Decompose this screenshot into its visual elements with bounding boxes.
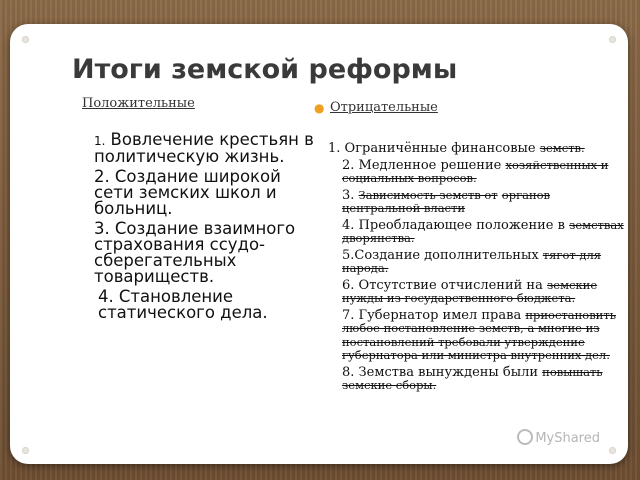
list-item — [328, 309, 624, 363]
positive-header: Положительные — [82, 96, 195, 111]
item-rest: повышать земские сборы. — [342, 364, 603, 392]
item-lead: Преобладающее положение в — [358, 217, 565, 233]
item-text: Создание взаимного страхования ссудо-сберегательных товариществ. — [94, 219, 296, 286]
corner-dot-icon — [609, 36, 616, 43]
list-item — [328, 279, 624, 306]
watermark — [517, 429, 600, 446]
corner-dot-icon — [22, 36, 29, 43]
item-text: Становление статического дела. — [98, 287, 268, 322]
item-number: 7. — [342, 307, 355, 323]
slide-title: Итоги земской реформы — [72, 54, 458, 85]
list-item — [328, 189, 624, 216]
item-lead: Отсутствие отчислений на — [358, 277, 543, 293]
item-number: 1. — [94, 134, 106, 148]
item-number: 3. — [342, 187, 355, 203]
item-rest: приостановить любое постановление земств, а многие из постановлений требовали утверждение губернатора или министра внутренних дел. — [342, 307, 616, 362]
item-number: 1. — [328, 141, 341, 156]
item-lead: Медленное решение — [358, 157, 502, 173]
list-item — [328, 142, 624, 156]
list-item — [328, 159, 624, 186]
item-lead: Губернатор имел права — [358, 307, 522, 323]
list-item — [82, 221, 322, 285]
corner-dot-icon — [609, 447, 616, 454]
item-lead: Зависимость земств от — [358, 187, 498, 202]
slide-canvas — [10, 24, 628, 464]
item-lead: Ограничённые финансовые — [344, 141, 536, 156]
corner-dot-icon — [22, 447, 29, 454]
watermark-text: MyShared — [535, 431, 600, 446]
item-number: 4. — [342, 217, 355, 233]
list-item — [328, 366, 624, 393]
list-item — [82, 132, 322, 165]
list-item — [328, 249, 624, 276]
list-item — [82, 289, 322, 321]
item-text: Вовлечение крестьян в политическую жизнь. — [94, 130, 314, 166]
item-rest: земские нужды из государственного бюджета. — [342, 277, 598, 305]
item-rest: органов центральной власти — [342, 187, 551, 215]
negative-header: Отрицательные — [330, 100, 438, 115]
myshared-logo-icon — [517, 429, 533, 445]
item-rest: хозяйственных и социальных вопросов. — [342, 157, 609, 185]
item-lead: Создание дополнительных — [354, 247, 539, 263]
item-number: 3. — [94, 219, 110, 238]
item-rest: земств. — [539, 141, 585, 155]
list-item — [328, 219, 624, 246]
item-number: 2. — [342, 157, 355, 173]
bullet-dot-icon: ● — [314, 101, 325, 115]
negative-list — [328, 142, 624, 396]
positive-list — [82, 132, 322, 325]
item-number: 8. — [342, 364, 355, 380]
list-item — [82, 169, 322, 217]
item-number: 6. — [342, 277, 355, 293]
item-number: 4. — [98, 287, 114, 306]
item-rest: земствах дворянства. — [342, 217, 624, 245]
item-lead: Земства вынуждены были — [358, 364, 539, 380]
item-rest: тягот для народа. — [342, 247, 602, 275]
item-number: 5. — [342, 247, 355, 263]
item-number: 2. — [94, 167, 110, 186]
item-text: Создание широкой сети земских школ и больниц. — [94, 167, 281, 218]
